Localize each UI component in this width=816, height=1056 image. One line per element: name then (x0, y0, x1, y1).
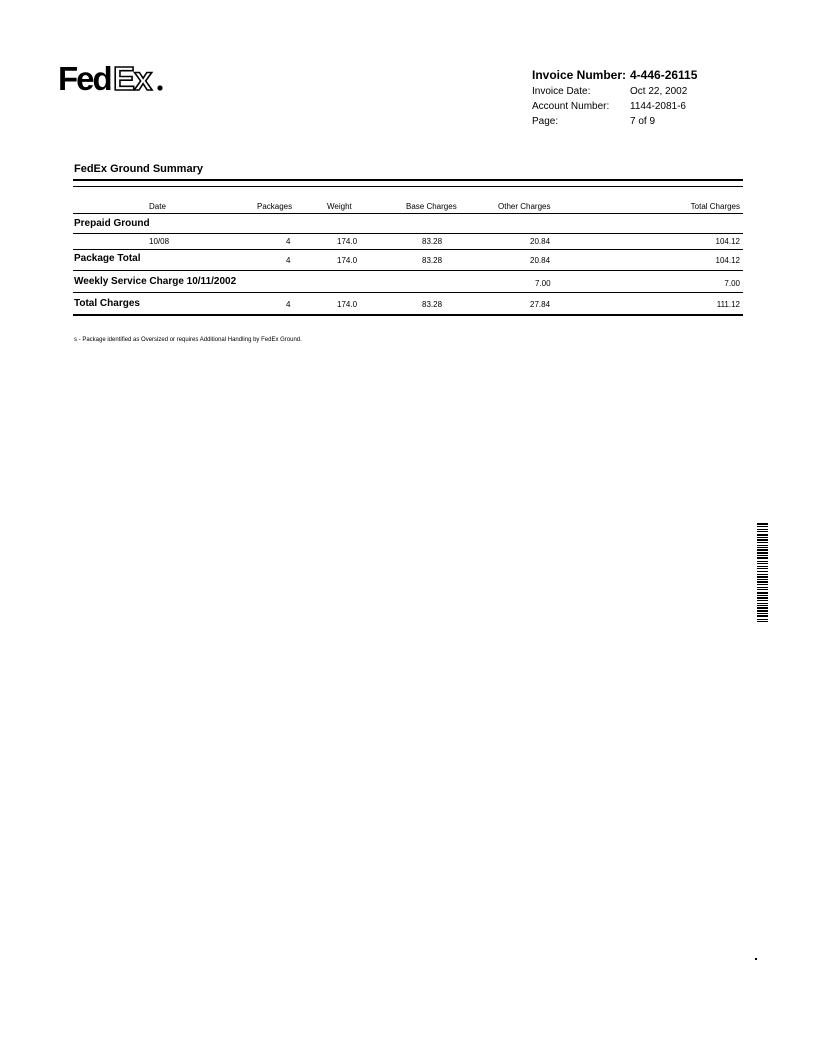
barcode-icon (757, 523, 768, 622)
detail-base: 83.28 (422, 237, 443, 246)
detail-date: 10/08 (149, 237, 170, 246)
total-charges-weight: 174.0 (337, 300, 358, 309)
weekly-service-label: Weekly Service Charge 10/11/2002 (74, 276, 237, 287)
package-total-weight: 174.0 (337, 256, 358, 265)
header-top-rule (73, 186, 743, 187)
prepaid-rule (73, 233, 743, 234)
total-charges-label: Total Charges (74, 298, 140, 309)
weekly-rule (73, 292, 743, 293)
invoice-number-label: Invoice Number: (532, 68, 627, 82)
detail-total: 104.12 (715, 237, 740, 246)
package-total-label: Package Total (74, 253, 141, 264)
svg-text:Fed: Fed (58, 60, 111, 96)
account-number-label: Account Number: (532, 101, 610, 112)
page-mark (755, 958, 757, 960)
col-total-charges: Total Charges (690, 202, 740, 211)
footnote: s - Package identified as Oversized or requires Additional Handling by FedEx Ground. (74, 337, 302, 343)
total-charges-total: 111.12 (716, 300, 740, 309)
section-title: FedEx Ground Summary (74, 163, 203, 175)
page-label: Page: (532, 116, 559, 127)
detail-weight: 174.0 (337, 237, 358, 246)
invoice-date-label: Invoice Date: (532, 86, 591, 97)
invoice-number-row (532, 66, 752, 84)
detail-rule (73, 249, 743, 250)
account-number: 1144-2081-6 (630, 101, 686, 112)
svg-text:Ex: Ex (113, 60, 152, 96)
total-charges-other: 27.84 (530, 300, 551, 309)
package-total-packages: 4 (286, 256, 291, 265)
page-number: 7 of 9 (630, 116, 656, 127)
col-packages: Packages (257, 202, 293, 211)
fedex-logo (58, 60, 168, 96)
total-charges-rule (73, 314, 743, 316)
detail-other: 20.84 (530, 237, 551, 246)
package-total-rule (73, 270, 743, 271)
title-rule (73, 179, 743, 181)
package-total-total: 104.12 (715, 256, 740, 265)
package-total-other: 20.84 (530, 256, 551, 265)
weekly-service-other: 7.00 (535, 279, 551, 288)
col-weight: Weight (327, 202, 352, 211)
total-charges-base: 83.28 (422, 300, 443, 309)
weekly-service-total: 7.00 (724, 279, 740, 288)
invoice-date-row (532, 84, 752, 99)
page-row (532, 114, 752, 129)
col-date: Date (149, 202, 166, 211)
account-number-row (532, 99, 752, 114)
header-bottom-rule (73, 213, 743, 214)
package-total-base: 83.28 (422, 256, 443, 265)
col-other-charges: Other Charges (498, 202, 551, 211)
total-charges-packages: 4 (286, 300, 291, 309)
col-base-charges: Base Charges (406, 202, 457, 211)
invoice-header (532, 66, 752, 129)
invoice-number: 4-446-26115 (630, 68, 698, 82)
invoice-date: Oct 22, 2002 (630, 86, 688, 97)
detail-packages: 4 (286, 237, 291, 246)
prepaid-ground-label: Prepaid Ground (74, 218, 150, 229)
